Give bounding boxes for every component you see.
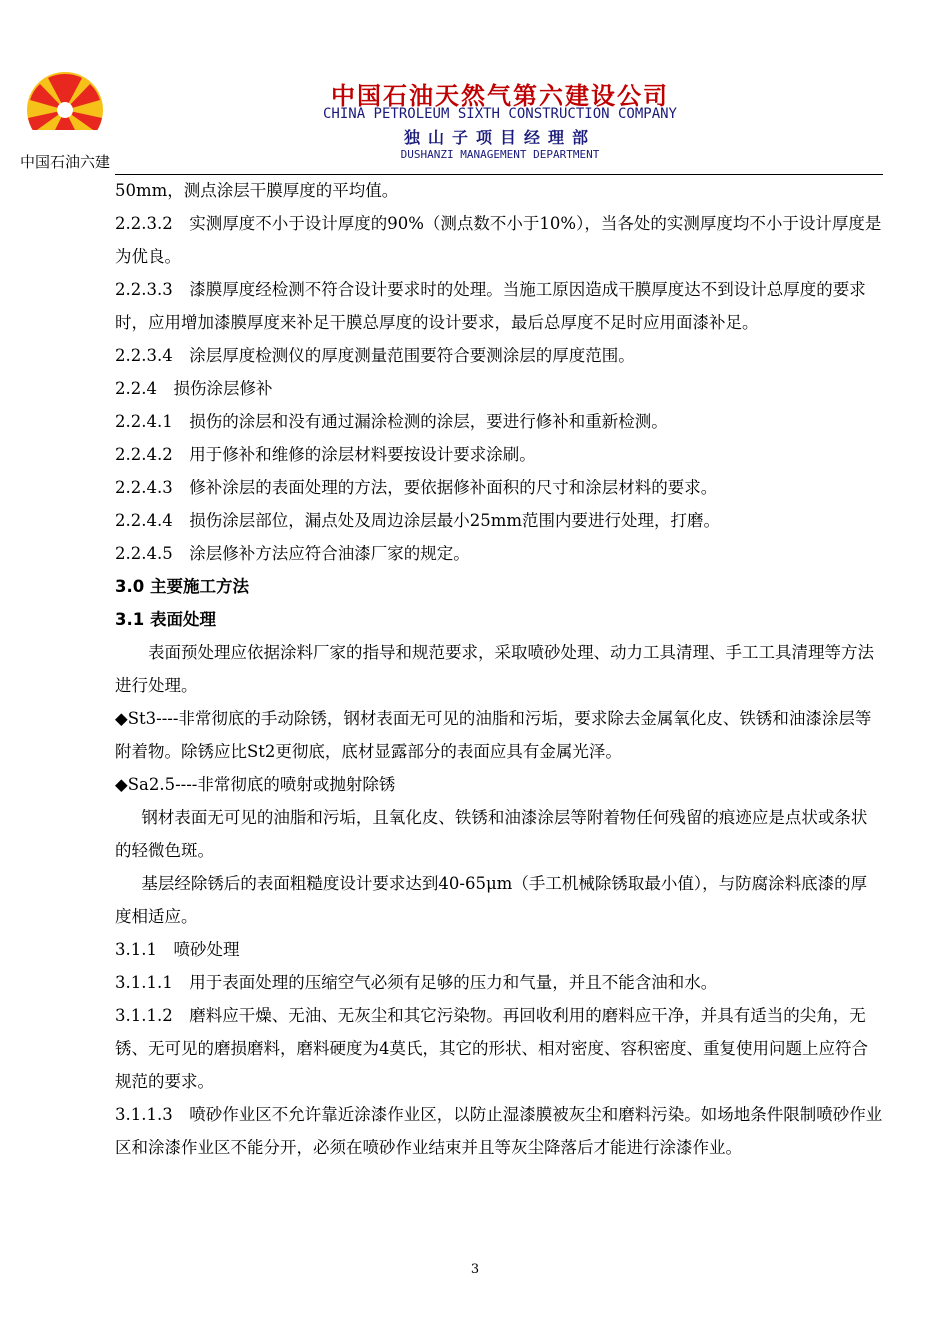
section-heading: 3.1 表面处理 (115, 610, 216, 629)
department-name-en: DUSHANZI MANAGEMENT DEPARTMENT (400, 148, 600, 161)
paragraph: 表面预处理应依据涂料厂家的指导和规范要求，采取喷砂处理、动力工具清理、手工工具清理等方法进行处理。 (115, 643, 874, 695)
paragraph: 2.2.3.3 漆膜厚度经检测不符合设计要求时的处理。当施工原因造成干膜厚度达不到设计总厚度的要求时，应用增加漆膜厚度来补足干膜总厚度的设计要求，最后总厚度不足时应用面漆补足。 (115, 280, 866, 332)
document-body (115, 174, 883, 1164)
paragraph: 3.1.1.2 磨料应干燥、无油、无灰尘和其它污染物。再回收利用的磨料应干净，并具有适当的尖角，无锈、无可见的磨损磨料，磨料硬度为4莫氏，其它的形状、相对密度、容积密度、重复使用问题上应符合规范的要求。 (115, 1006, 868, 1091)
paragraph: 基层经除锈后的表面粗糙度设计要求达到40-65μm（手工机械除锈取最小值），与防腐涂料底漆的厚度相适应。 (115, 874, 868, 926)
logo-caption: 中国石油六建 (20, 153, 111, 171)
bullet-item: ◆St3----非常彻底的手动除锈，钢材表面无可见的油脂和污垢，要求除去金属氧化皮、铁锈和油漆涂层等附着物。除锈应比St2更彻底，底材显露部分的表面应具有金属光泽。 (115, 709, 872, 761)
section-heading: 3.0 主要施工方法 (115, 577, 249, 596)
paragraph: 2.2.4.2 用于修补和维修的涂层材料要按设计要求涂刷。 (115, 445, 536, 464)
paragraph: 3.1.1.3 喷砂作业区不允许靠近涂漆作业区，以防止湿漆膜被灰尘和磨料污染。如场地条件限制喷砂作业区和涂漆作业区不能分开，必须在喷砂作业结束并且等灰尘降落后才能进行涂漆作业。 (115, 1105, 883, 1157)
paragraph: 2.2.3.4 涂层厚度检测仪的厚度测量范围要符合要测涂层的厚度范围。 (115, 346, 635, 365)
paragraph: 3.1.1.1 用于表面处理的压缩空气必须有足够的压力和气量，并且不能含油和水。 (115, 973, 718, 992)
company-logo (20, 70, 110, 150)
paragraph: 2.2.4.5 涂层修补方法应符合油漆厂家的规定。 (115, 544, 470, 563)
paragraph: 2.2.4.1 损伤的涂层和没有通过漏涂检测的涂层，要进行修补和重新检测。 (115, 412, 668, 431)
paragraph: 2.2.4.3 修补涂层的表面处理的方法，要依据修补面积的尺寸和涂层材料的要求。 (115, 478, 718, 497)
paragraph: 2.2.3.2 实测厚度不小于设计厚度的90%（测点数不小于10%），当各处的实测厚度均不小于设计厚度是为优良。 (115, 214, 882, 266)
company-name-cn: 中国石油天然气第六建设公司 (331, 82, 669, 110)
paragraph: 钢材表面无可见的油脂和污垢，且氧化皮、铁锈和油漆涂层等附着物任何残留的痕迹应是点状或条状的轻微色斑。 (115, 808, 868, 860)
bullet-item: ◆Sa2.5----非常彻底的喷射或抛射除锈 (115, 775, 396, 794)
department-name-cn: 独山子项目经理部 (403, 128, 596, 147)
subsection-heading: 3.1.1 喷砂处理 (115, 940, 240, 959)
company-name-en: CHINA PETROLEUM SIXTH CONSTRUCTION COMPANY (322, 106, 677, 122)
paragraph: 2.2.4.4 损伤涂层部位，漏点处及周边涂层最小25mm范围内要进行处理，打磨。 (115, 511, 721, 530)
paragraph: 50mm，测点涂层干膜厚度的平均值。 (115, 181, 399, 200)
page-number: 3 (470, 1262, 480, 1277)
subsection-heading: 2.2.4 损伤涂层修补 (115, 379, 273, 398)
